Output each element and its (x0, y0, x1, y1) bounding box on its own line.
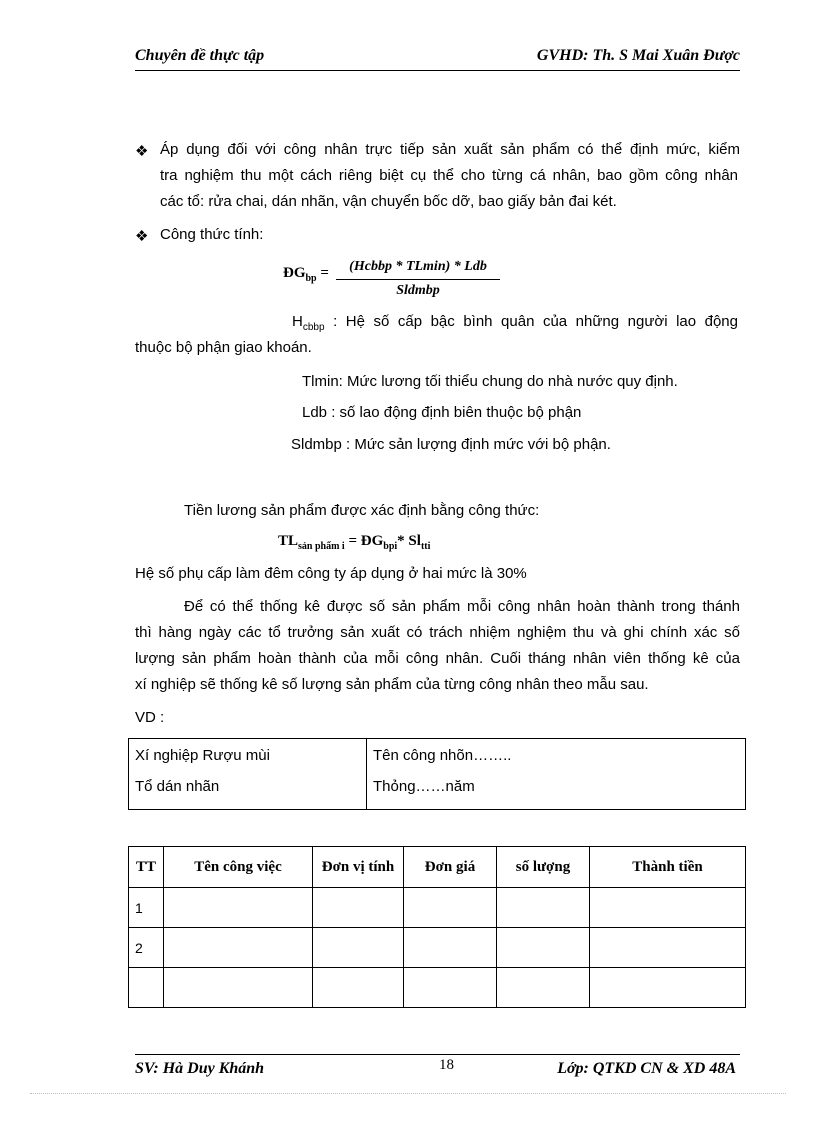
formula1-lhs (283, 265, 329, 284)
page-header (135, 44, 740, 71)
info-workshop: Xí nghiệp Rượu mùi (135, 747, 270, 764)
info-cell-left (129, 739, 367, 810)
bullet1-line2: tra nghiệm thu một cách riêng biệt cụ thể cho từng cá nhân, bao gồm công nhân (160, 167, 738, 184)
footer-class: Lớp: QTKD CN & XD 48A (557, 1060, 736, 1077)
info-table (128, 738, 746, 810)
para-stats-line4: xí nghiệp sẽ thống kê số lượng sản phẩm của từng công nhân theo mẫu sau. (135, 676, 649, 693)
def-hcbbp-text: : Hệ số cấp bậc bình quân của những người lao động (324, 313, 738, 330)
info-team: Tổ dán nhãn (135, 778, 220, 795)
table-cell: 2 (129, 928, 164, 968)
work-table (128, 846, 746, 1008)
formula2-rest-sub: tti (420, 541, 431, 552)
formula2 (278, 533, 430, 552)
bullet2-label: Công thức tính: (160, 226, 264, 243)
para-salary: Tiền lương sản phẩm được xác định bằng công thức: (184, 502, 540, 519)
table-cell (313, 968, 404, 1008)
header-left: Chuyên đề thực tập (135, 47, 265, 64)
formula2-mid-sub: bpi (383, 541, 398, 552)
table-cell (164, 888, 313, 928)
work-table-header (129, 847, 746, 888)
table-row (129, 968, 746, 1008)
footer-student: SV: Hà Duy Khánh (135, 1060, 265, 1077)
bullet1-line1: Áp dụng đối với công nhân trực tiếp sản xuất sản phẩm có thể định mức, kiểm (160, 141, 740, 158)
table-cell (313, 888, 404, 928)
page-number: 18 (439, 1057, 454, 1073)
info-cell-right (367, 739, 746, 810)
para-stats-line3: lượng sản phẩm hoàn thành của mỗi công nhân. Cuối tháng nhân viên thống kê của (135, 650, 740, 667)
table-cell: 1 (129, 888, 164, 928)
page-footer (135, 1054, 740, 1079)
formula2-lhs: TL (278, 533, 299, 549)
col-quantity: số lượng (497, 847, 590, 888)
table-cell (164, 968, 313, 1008)
table-row (129, 928, 746, 968)
header-right: GVHD: Th. S Mai Xuân Được (536, 47, 740, 64)
table-cell (313, 928, 404, 968)
def-sldmbp: Sldmbp : Mức sản lượng định mức với bộ phận. (291, 436, 611, 453)
col-job-name: Tên công việc (164, 847, 313, 888)
table-cell (590, 888, 746, 928)
col-amount: Thành tiền (590, 847, 746, 888)
table-cell (164, 928, 313, 968)
def-hcbbp-symbol: H (292, 313, 303, 330)
table-cell (497, 968, 590, 1008)
table-cell (404, 928, 497, 968)
table-cell (497, 888, 590, 928)
formula2-lhs-sub: sản phẩm i (298, 541, 345, 552)
col-price: Đơn giá (404, 847, 497, 888)
bullet1-line3: các tổ: rửa chai, dán nhãn, vận chuyển bốc dỡ, bao giấy bản đai két. (160, 193, 617, 210)
para-stats-line2: thì hàng ngày các tổ trưởng sản xuất có trách nhiệm nghiệm thu và ghi chính xác số (135, 624, 740, 641)
col-tt: TT (129, 847, 164, 888)
info-month-year: Thỏng……năm (373, 778, 475, 795)
vd-label: VD : (135, 709, 165, 726)
table-cell (497, 928, 590, 968)
def-hcbbp-sub: cbbp (302, 322, 325, 333)
def-hcbbp-line2: thuộc bộ phận giao khoán. (135, 339, 312, 356)
formula1-fraction-line (336, 279, 500, 280)
def-tlmin: Tlmin: Mức lương tối thiểu chung do nhà nước quy định. (302, 373, 678, 390)
info-worker-name: Tên công nhõn…….. (373, 747, 512, 764)
table-row (129, 888, 746, 928)
col-unit: Đơn vị tính (313, 847, 404, 888)
formula2-eq: = ĐG (344, 533, 384, 549)
page-bottom-edge (30, 1093, 786, 1094)
diamond-bullet-icon: ❖ (135, 229, 149, 245)
table-cell (129, 968, 164, 1008)
formula1-eq: = (320, 265, 329, 281)
para-stats-line1: Để có thể thống kê được số sản phẩm mỗi công nhân hoàn thành trong thánh (184, 598, 740, 615)
para-night: Hệ số phụ cấp làm đêm công ty áp dụng ở hai mức là 30% (135, 565, 527, 582)
table-cell (590, 928, 746, 968)
formula1-lhs-text: ĐG (283, 265, 306, 281)
formula1-denominator: Sldmbp (396, 283, 440, 298)
formula1-numerator: (Hcbbp * TLmin) * Ldb (349, 259, 487, 274)
table-cell (404, 968, 497, 1008)
formula2-rest: * Sl (397, 533, 421, 549)
table-cell (404, 888, 497, 928)
def-hcbbp-line1 (292, 313, 738, 333)
table-cell (590, 968, 746, 1008)
def-ldb: Ldb : số lao động định biên thuộc bộ phận (302, 404, 582, 421)
diamond-bullet-icon: ❖ (135, 144, 149, 160)
formula1-lhs-sub: bp (305, 273, 317, 284)
